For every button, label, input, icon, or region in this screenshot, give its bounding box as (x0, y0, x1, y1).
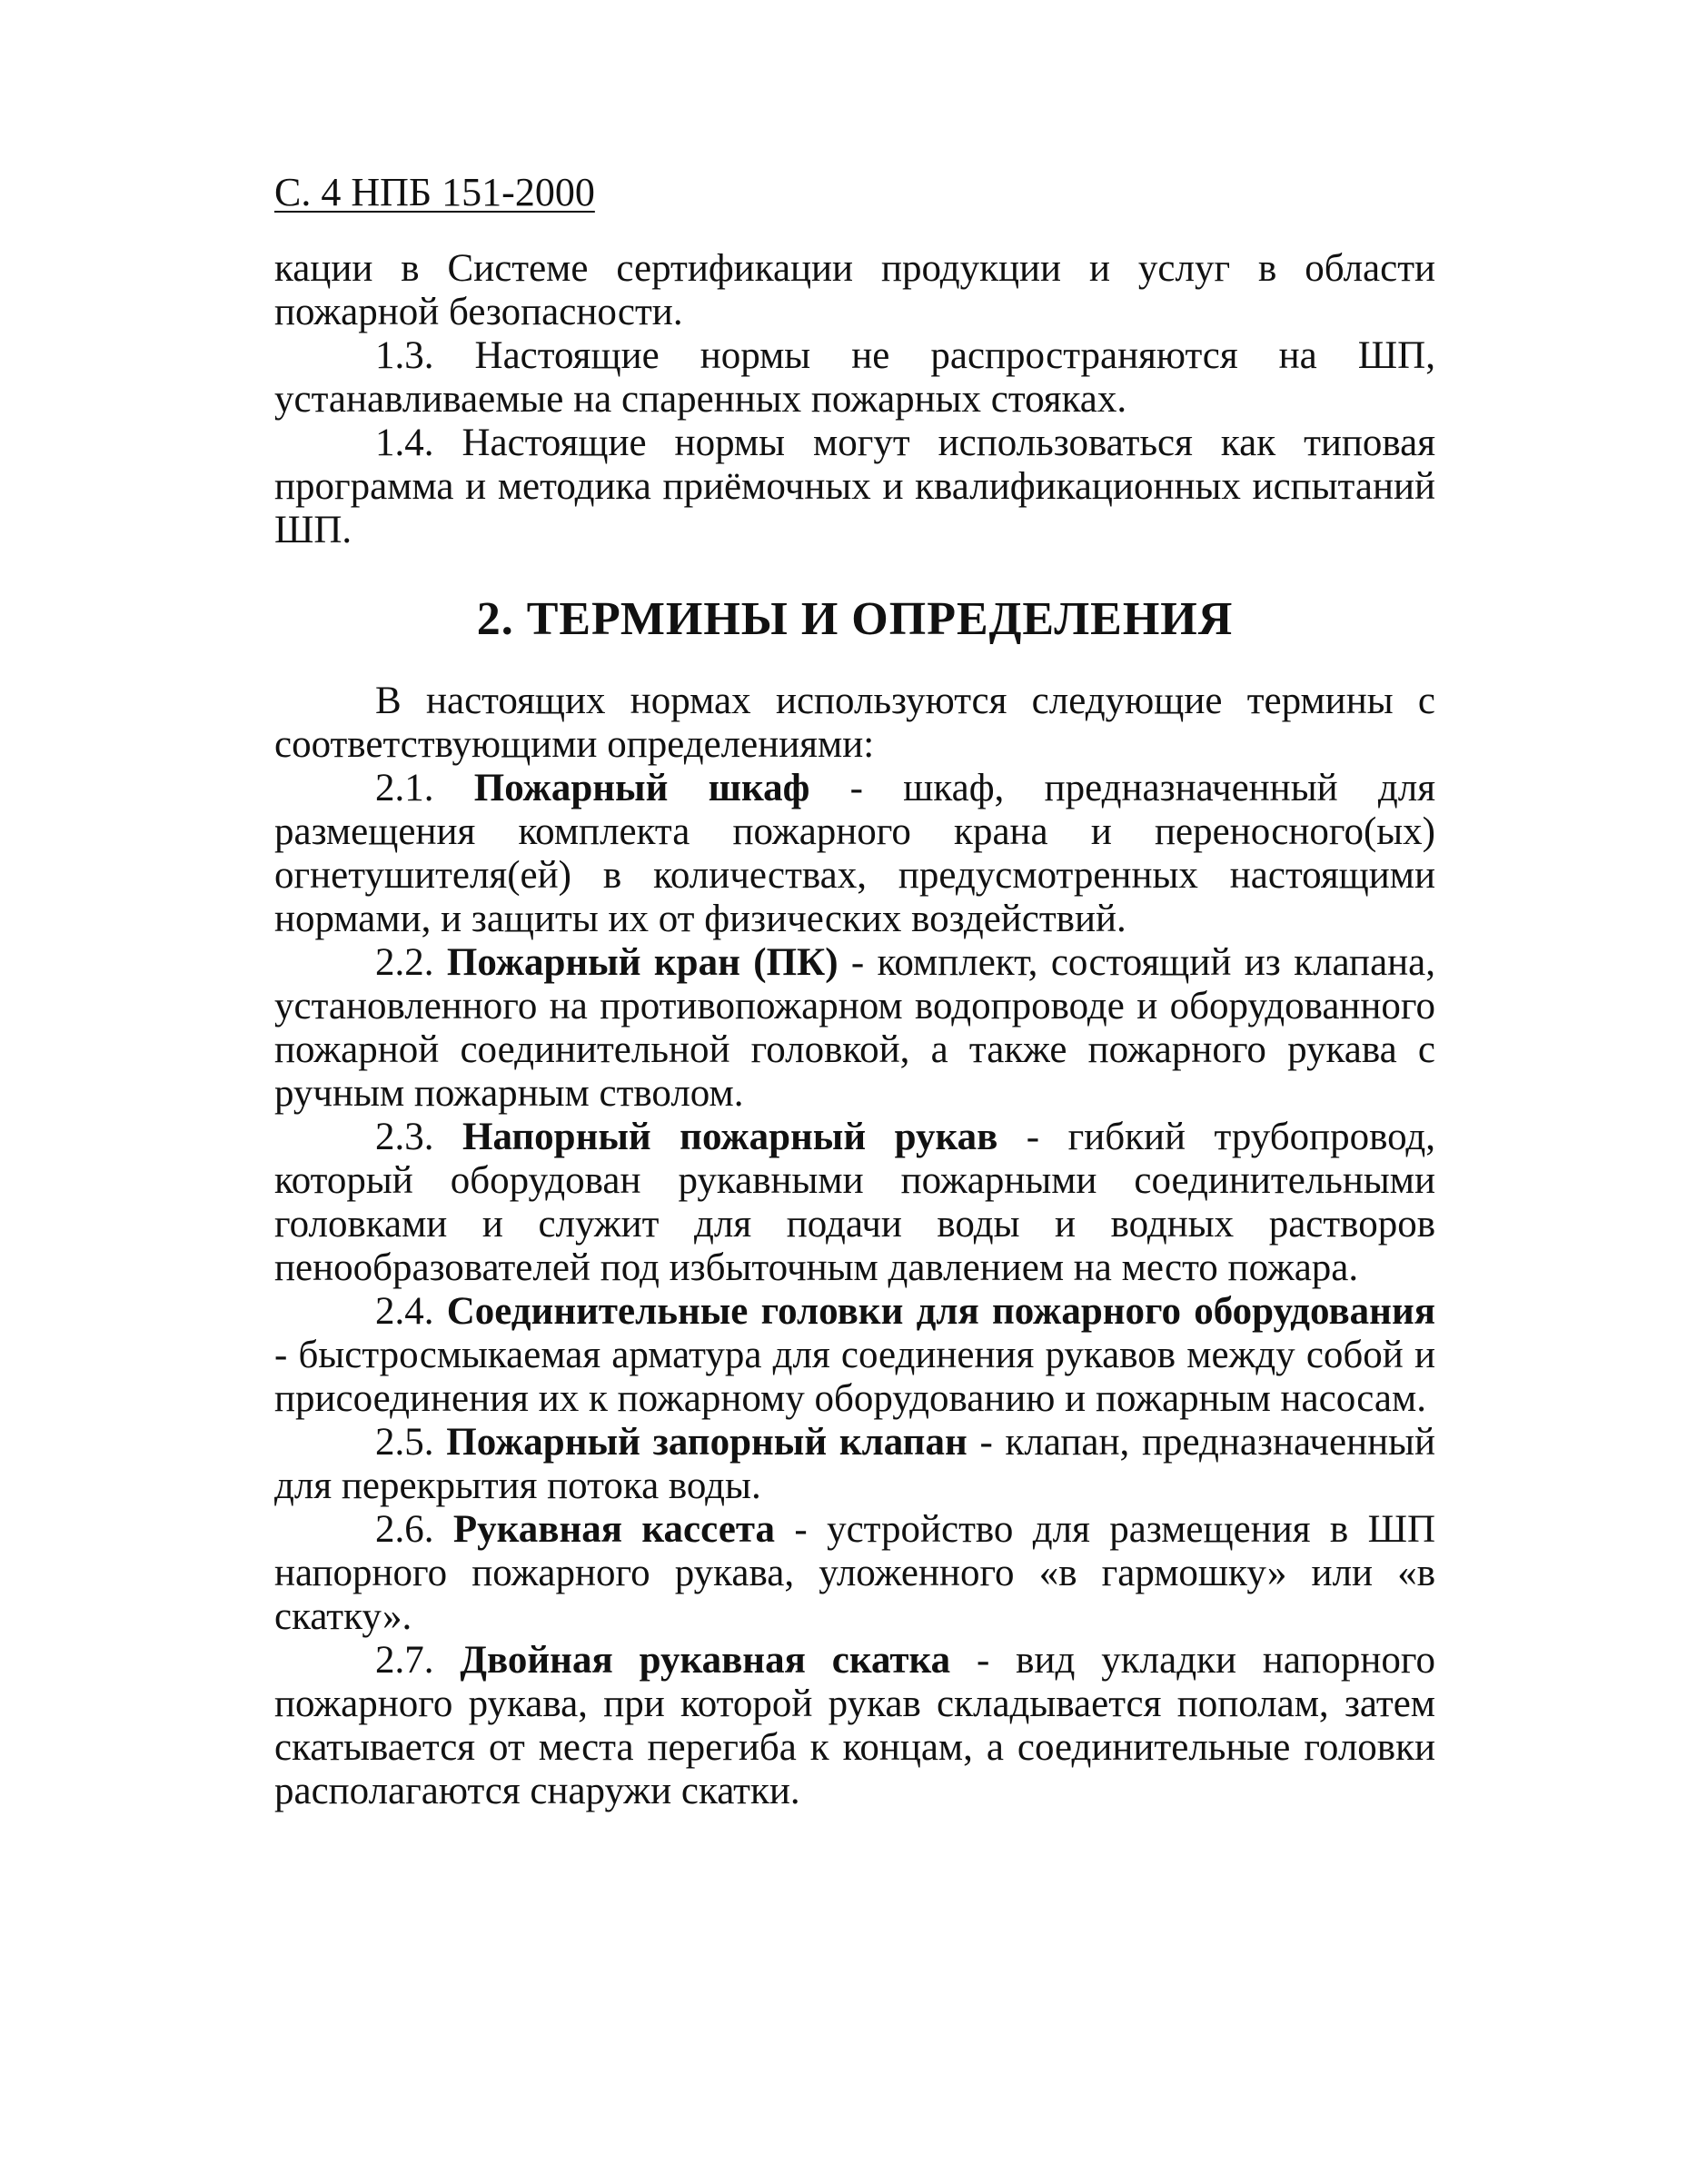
term-name: Рукавная кассета (452, 1508, 775, 1551)
term-number: 2.2. (375, 941, 434, 984)
term-name: Пожарный кран (ПК) (446, 941, 839, 984)
page-header: С. 4 НПБ 151-2000 (274, 170, 595, 214)
term-2-7 (274, 1639, 1435, 1813)
paragraph-1-4: 1.4. Настоящие нормы могут использоваться как типовая программа и методика приёмочных и квалификационных испытаний ШП. (274, 422, 1435, 551)
term-2-3 (274, 1116, 1435, 1290)
term-name: Пожарный запорный клапан (446, 1421, 968, 1464)
term-definition: - вид укладки напорного пожарного рукава, при которой рукав складывается пополам, затем скатывается от места перегиба к концам, а соединительные головки располагаются снаружи скатки. (274, 1639, 1435, 1812)
term-definition: - гибкий трубопровод, который оборудован рукавными пожарными соединительными головками и служит для подачи воды и водных растворов пенообразователей под избыточным давлением на место пожара. (274, 1116, 1436, 1289)
paragraph-1-3: 1.3. Настоящие нормы не распространяются на ШП, устанавливаемые на спаренных пожарных стояках. (274, 334, 1435, 421)
term-number: 2.6. (375, 1508, 434, 1551)
term-2-6 (274, 1508, 1435, 1639)
term-definition: - устройство для размещения в ШП напорного пожарного рукава, уложенного «в гармошку» или «в скатку». (274, 1508, 1435, 1638)
term-2-1 (274, 767, 1435, 941)
term-number: 2.5. (375, 1421, 434, 1464)
term-definition: - шкаф, предназначенный для размещения комплекта пожарного крана и переносного(ых) огнетушителя(ей) в количествах, предусмотренных настоящими нормами, и защиты их от физических воздействий. (274, 767, 1435, 940)
term-2-4 (274, 1290, 1435, 1421)
term-name: Напорный пожарный рукав (462, 1116, 998, 1158)
term-number: 2.1. (375, 767, 434, 809)
term-2-2 (274, 941, 1435, 1116)
term-number: 2.3. (375, 1116, 434, 1158)
section-heading: 2. ТЕРМИНЫ И ОПРЕДЕЛЕНИЯ (476, 593, 1234, 645)
term-definition: - комплект, состоящий из клапана, установленного на противопожарном водопроводе и оборудованного пожарной соединительной головкой, а также пожарного рукава с ручным пожарным стволом. (274, 941, 1435, 1115)
section-lead: В настоящих нормах используются следующие термины с соответствующими определениями: (274, 680, 1435, 766)
document-body (274, 247, 1435, 1813)
term-number: 2.7. (375, 1639, 434, 1682)
term-name: Двойная рукавная скатка (460, 1639, 951, 1682)
term-2-5 (274, 1421, 1435, 1508)
paragraph-continuation: кации в Системе сертификации продукции и услуг в области пожарной безопасности. (274, 247, 1435, 333)
term-name: Пожарный шкаф (473, 767, 810, 809)
term-definition: - быстросмыкаемая арматура для соединения рукавов между собой и присоединения их к пожарному оборудованию и пожарным насосам. (274, 1334, 1435, 1420)
term-name: Соединительные головки для пожарного оборудования (446, 1290, 1435, 1333)
term-number: 2.4. (375, 1290, 434, 1333)
term-definition: - клапан, предназначенный для перекрытия потока воды. (274, 1421, 1435, 1507)
